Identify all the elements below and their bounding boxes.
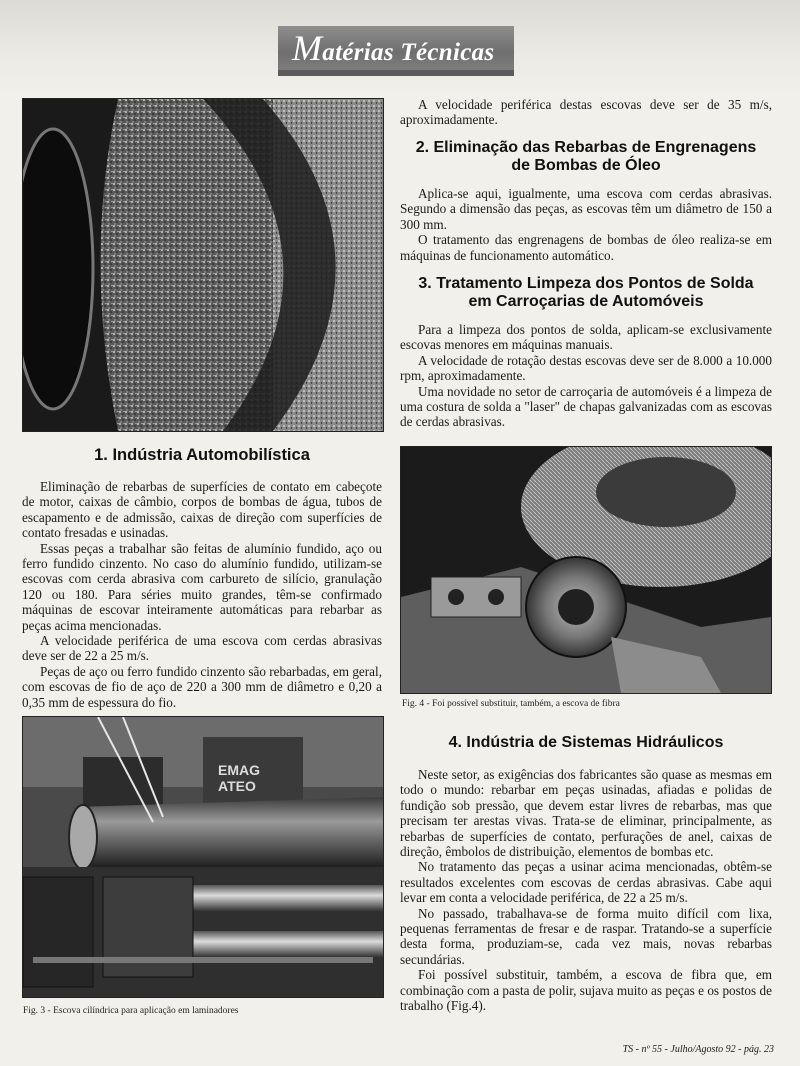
section-2-title: 2. Eliminação das Rebarbas de Engrenagens de Bombas de Óleo <box>415 139 757 174</box>
paragraph: Neste setor, as exigências dos fabricantes são quase as mesmas em todo o mundo: rebarbar em peças usinadas, afiadas e polidas de fundição sob pressão, que devem estar livres de rebarbas, mas que precisam ter arestas vivas. Trata-se de eliminar, principalmente, as rebarbas de superfícies de contato, perfurações de anel, caixas de direção, êmbolos de distribuição, elementos de bombas etc. <box>400 767 772 860</box>
svg-text:ATEO: ATEO <box>218 778 256 794</box>
section-3-body <box>400 322 772 430</box>
section-3-title: 3. Tratamento Limpeza dos Pontos de Solda em Carroçarias de Automóveis <box>418 275 754 310</box>
photo-abrasive-wheel <box>22 98 384 432</box>
figure-3-caption: Fig. 3 - Escova cilíndrica para aplicação em laminadores <box>23 1006 239 1016</box>
photo-fiber-brush <box>400 446 772 694</box>
intro-paragraph: A velocidade periférica destas escovas deve ser de 35 m/s, aproximadamente. <box>400 97 772 128</box>
page-title: Matérias Técnicas <box>292 28 495 68</box>
paragraph: Essas peças a trabalhar são feitas de alumínio fundido, aço ou ferro fundido cinzento. No caso do alumínio fundido, utilizam-se escovas com cerda abrasiva com carbureto de silício, granulação 120 ou 180. Para séries muito grandes, têm-se confirmado máquinas de escovar inteiramente automáticas para rebarbar as peças acima mencionadas. <box>22 540 382 633</box>
section-4-body <box>400 767 772 1014</box>
figure-4-caption: Fig. 4 - Foi possível substituir, também, a escova de fibra <box>402 699 620 709</box>
paragraph: A velocidade de rotação destas escovas deve ser de 8.000 a 10.000 rpm, aproximadamente. <box>400 352 772 384</box>
paragraph: Aplica-se aqui, igualmente, uma escova com cerdas abrasivas. Segundo a dimensão das peças, as escovas têm um diâmetro de 150 a 300 mm. <box>400 186 772 232</box>
machine-sign-emag: EMAG <box>218 762 260 778</box>
paragraph: Para a limpeza dos pontos de solda, aplicam-se exclusivamente escovas menores em máquinas manuais. <box>400 322 772 353</box>
paragraph: Eliminação de rebarbas de superfícies de contato em cabeçote de motor, caixas de câmbio, corpos de bombas de água, tubos de escapamento e de admissão, caixas de direção com superfícies de contato fresadas e usinadas. <box>22 479 382 541</box>
paragraph: Peças de aço ou ferro fundido cinzento são rebarbadas, em geral, com escovas de fio de aço de 220 a 300 mm de diâmetro e 0,20 a 0,35 mm de espessura do fio. <box>22 663 382 710</box>
section-2-body <box>400 186 772 263</box>
paragraph: Foi possível substituir, também, a escova de fibra que, em combinação com a pasta de polir, sujava muito as peças e os postos de trabalho (Fig.4). <box>400 967 772 1014</box>
paragraph: No passado, trabalhava-se de forma muito difícil com lixa, pequenas ferramentas de fresar e de raspar. Tratando-se a superfície desta forma, produziam-se, cada vez mais, novas rebarbas secundárias. <box>400 905 772 967</box>
page-footer: TS - nº 55 - Julho/Agosto 92 - pág. 23 <box>622 1044 774 1055</box>
section-1-title: 1. Indústria Automobilística <box>94 446 310 464</box>
paragraph: No tratamento das peças a usinar acima mencionadas, obtêm-se resultados excelentes com escovas de cerdas abrasivas. Cabe aqui levar em conta a velocidade periférica, de 22 a 25 m/s. <box>400 859 772 906</box>
section-header <box>278 26 514 76</box>
section-1-body <box>22 479 382 710</box>
section-4-title: 4. Indústria de Sistemas Hidráulicos <box>448 734 724 751</box>
photo-cylindrical-brush <box>22 716 384 998</box>
paragraph: O tratamento das engrenagens de bombas de óleo realiza-se em máquinas de funcionamento automático. <box>400 232 772 263</box>
paragraph: A velocidade periférica de uma escova com cerdas abrasivas deve ser de 22 a 25 m/s. <box>22 633 382 664</box>
paragraph: Uma novidade no setor de carroçaria de automóveis é a limpeza de uma costura de solda a "laser" de chapas galvanizadas com as escovas de cerdas abrasivas. <box>400 383 772 430</box>
